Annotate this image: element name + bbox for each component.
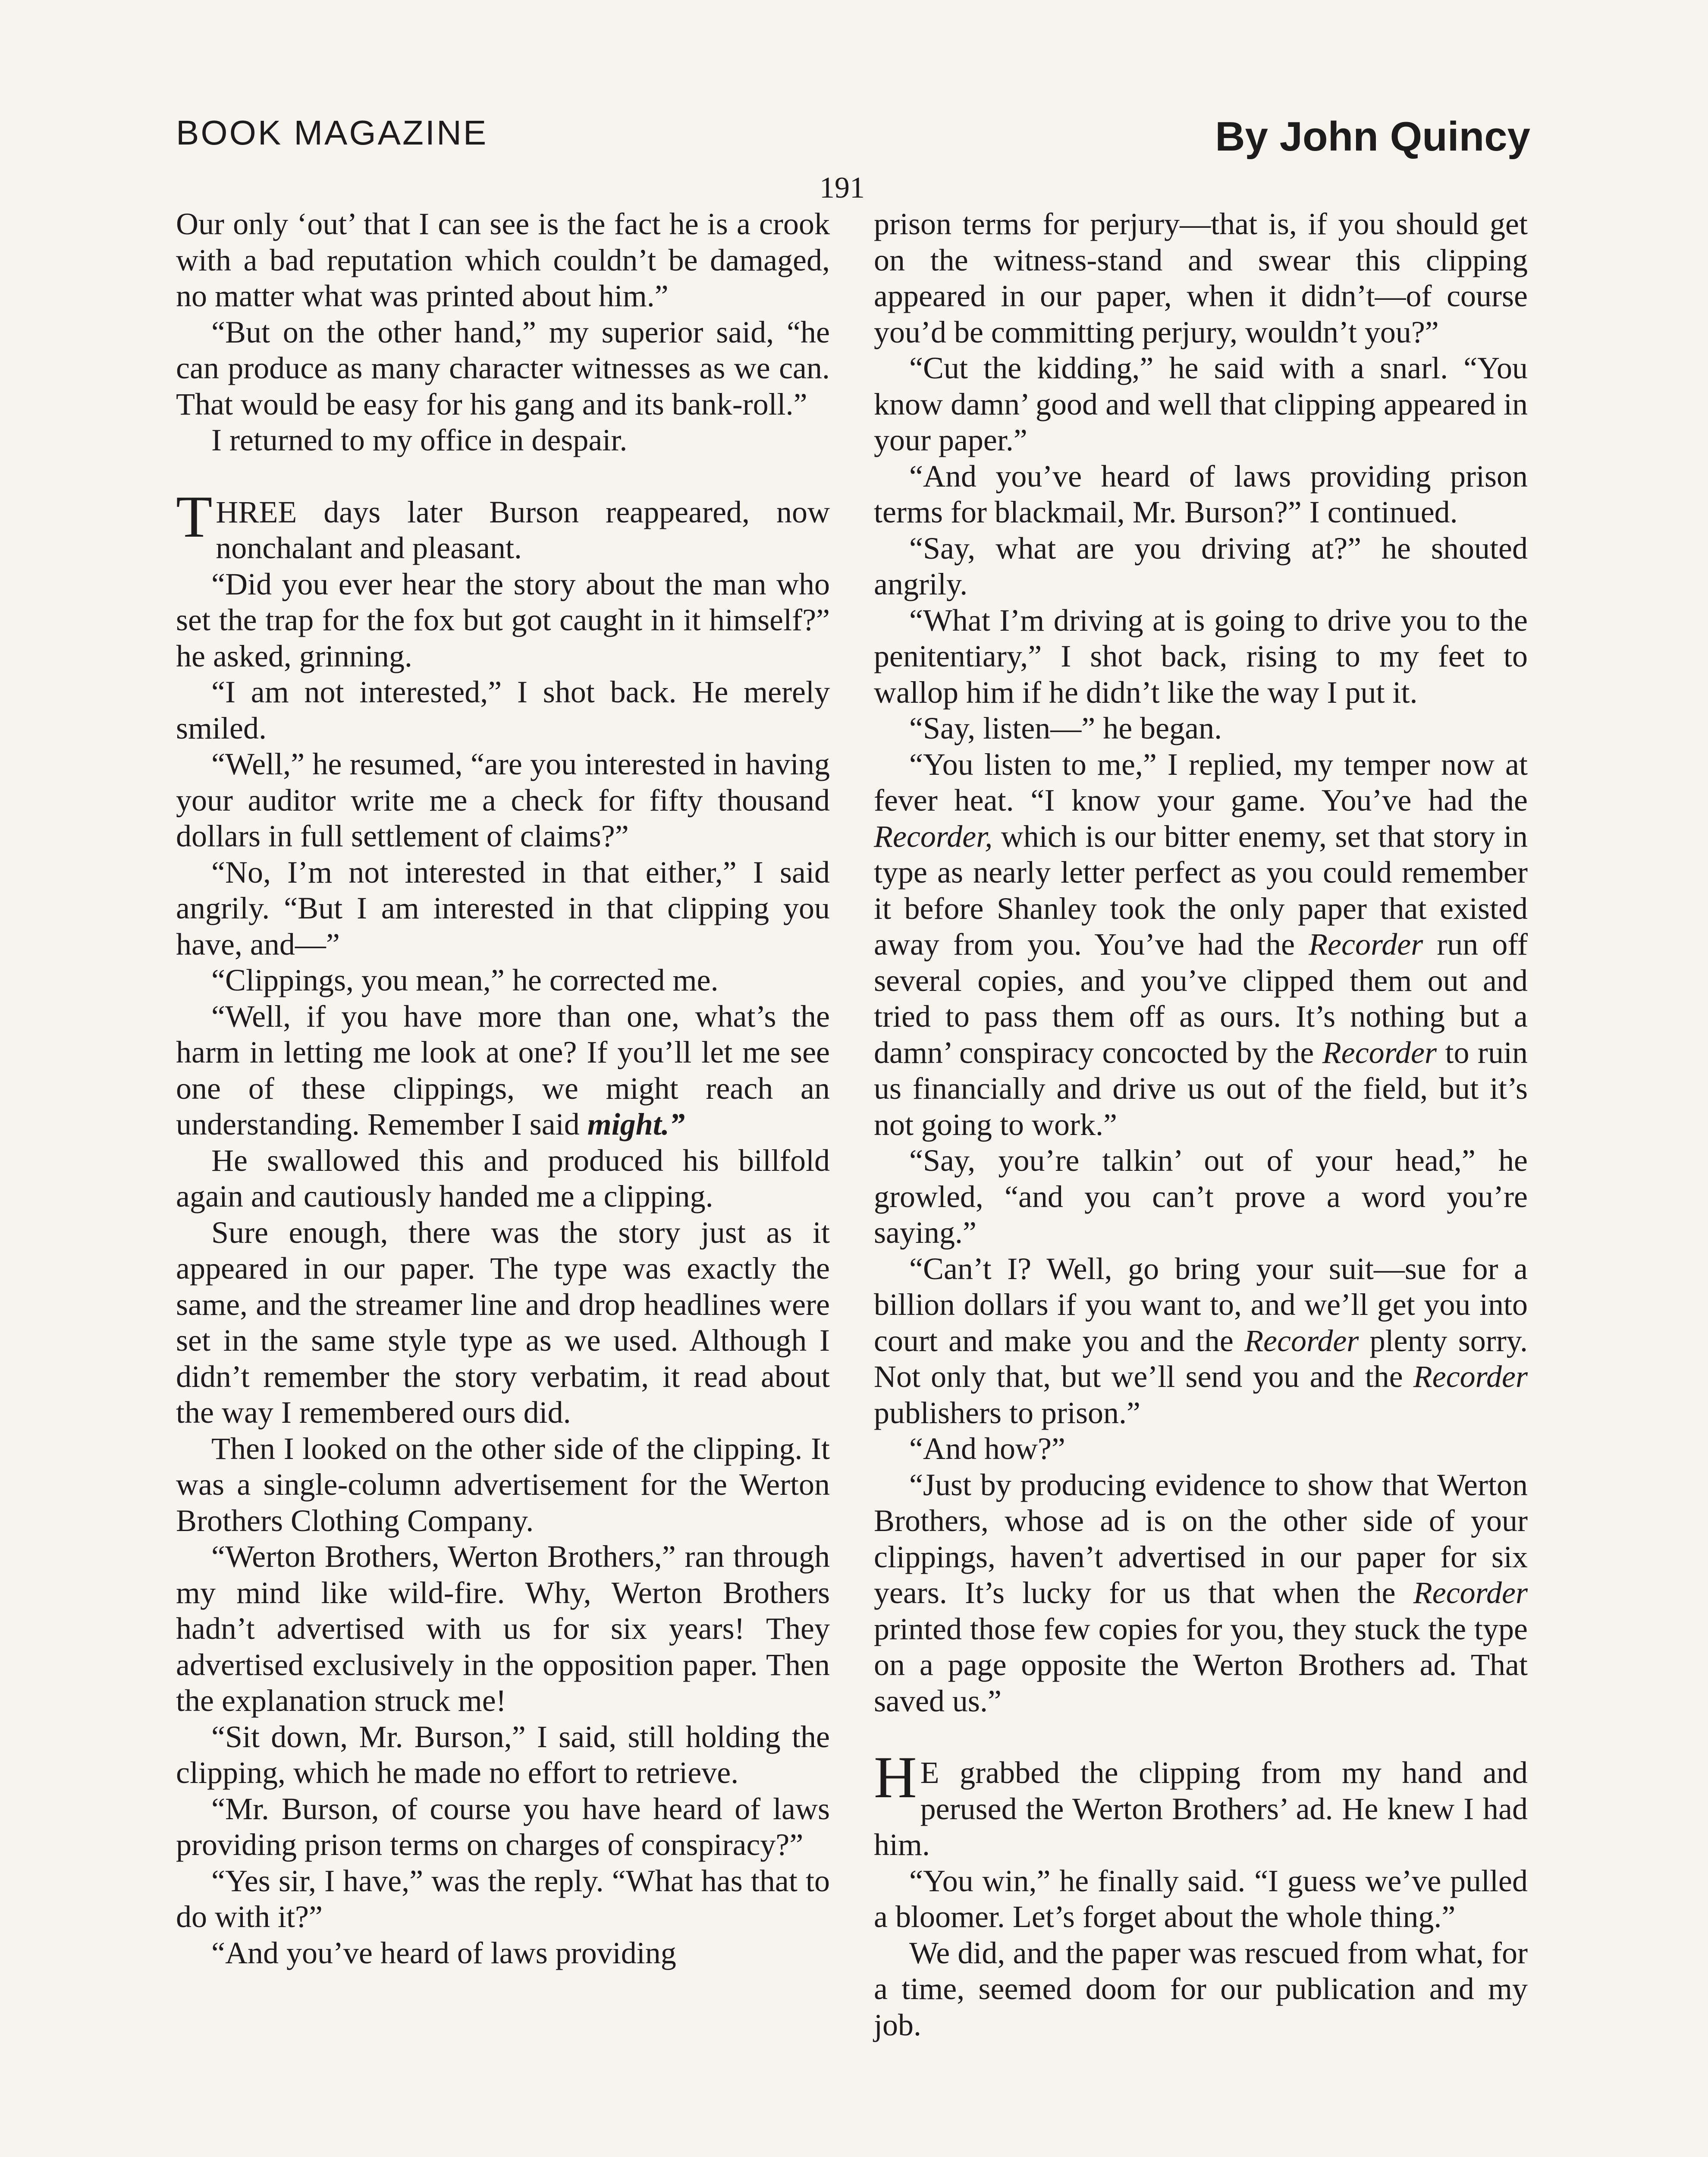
paragraph: Sure enough, there was the story just as it appeared in our paper. The type was exactly the same, and the streamer line and drop headlines were set in the same style type as we used. Although I didn’t remember the story verbatim, it read about the way I remembered ours did.: [176, 1215, 830, 1430]
paragraph: “Just by producing evidence to show that Werton Brothers, whose ad is on the other side of your clippings, haven’t advertised in our paper for six years. It’s lucky for us that when the Recorder printed those few copies for you, they stuck the type on a page opposite the Werton Brothers ad. That saved us.”: [874, 1467, 1528, 1718]
right-column: [874, 206, 1528, 2043]
paragraph: “And you’ve heard of laws providing prison terms for blackmail, Mr. Burson?” I continued.: [874, 459, 1528, 529]
paragraph: “Can’t I? Well, go bring your suit—sue for a billion dollars if you want to, and we’ll get you into court and make you and the Recorder plenty sorry. Not only that, but we’ll send you and the Recorder publishers to prison.”: [874, 1251, 1528, 1430]
left-column: [176, 206, 830, 1971]
paragraph: “Yes sir, I have,” was the reply. “What has that to do with it?”: [176, 1863, 830, 1934]
paragraph: “Clippings, you mean,” he corrected me.: [211, 963, 719, 997]
paragraph: “And you’ve heard of laws providing: [211, 1935, 676, 1970]
paragraph: “I am not interested,” I shot back. He merely smiled.: [176, 675, 830, 745]
paragraph: “Say, you’re talkin’ out of your head,” he growled, “and you can’t prove a word you’re saying.”: [874, 1143, 1528, 1250]
paragraph: “Say, what are you driving at?” he shouted angrily.: [874, 531, 1528, 601]
page-number: 191: [819, 171, 865, 204]
paragraph: “Well,” he resumed, “are you interested in having your auditor write me a check for fifty thousand dollars in full settlement of claims?”: [176, 747, 830, 853]
paragraph: “Cut the kidding,” he said with a snarl. “You know damn’ good and well that clipping appeared in your paper.”: [874, 351, 1528, 457]
paragraph: “Did you ever hear the story about the man who set the trap for the fox but got caught in it himself?” he asked, grinning.: [176, 566, 830, 673]
paragraph: “No, I’m not interested in that either,” I said angrily. “But I am interested in that clipping you have, and—”: [176, 855, 830, 962]
paragraph: “You listen to me,” I replied, my temper now at fever heat. “I know your game. You’ve had the Recorder, which is our bitter enemy, set that story in type as nearly letter perfect as you could remember it before Shanley took the only paper that existed away from you. You’ve had the Recorder run off several copies, and you’ve clipped them out and tried to pass them off as ours. It’s nothing but a damn’ conspiracy concocted by the Recorder to ruin us financially and drive us out of the field, but it’s not going to work.”: [874, 747, 1528, 1142]
paragraph: “Say, listen—” he began.: [909, 711, 1222, 745]
paragraph: “Sit down, Mr. Burson,” I said, still holding the clipping, which he made no effort to retrieve.: [176, 1719, 830, 1790]
drop-cap: T: [176, 483, 213, 550]
magazine-title: BOOK MAGAZINE: [176, 113, 488, 152]
paragraph: We did, and the paper was rescued from what, for a time, seemed doom for our publication and my job.: [874, 1935, 1528, 2042]
section-opening-paragraph: THREE days later Burson reappeared, now nonchalant and pleasant.: [176, 483, 830, 565]
paragraph: “And how?”: [909, 1431, 1065, 1466]
paragraph: “What I’m driving at is going to drive you to the penitentiary,” I shot back, rising to my feet to wallop him if he didn’t like the way I put it.: [874, 603, 1528, 710]
paragraph: Our only ‘out’ that I can see is the fact he is a crook with a bad reputation which couldn’t be damaged, no matter what was printed about him.”: [176, 207, 830, 313]
drop-cap: H: [874, 1744, 917, 1810]
paragraph: “You win,” he finally said. “I guess we’ve pulled a bloomer. Let’s forget about the whole thing.”: [874, 1863, 1528, 1934]
paragraph: “Werton Brothers, Werton Brothers,” ran through my mind like wild-fire. Why, Werton Brothers hadn’t advertised with us for six years! They advertised exclusively in the opposition paper. Then the explanation struck me!: [176, 1539, 830, 1718]
paragraph: Then I looked on the other side of the clipping. It was a single-column advertisement for the Werton Brothers Clothing Company.: [176, 1431, 830, 1538]
paragraph: “But on the other hand,” my superior said, “he can produce as many character witnesses as we can. That would be easy for his gang and its bank-roll.”: [176, 314, 830, 421]
paragraph: He swallowed this and produced his billfold again and cautiously handed me a clipping.: [176, 1143, 830, 1214]
paragraph: prison terms for perjury—that is, if you should get on the witness-stand and swear this clipping appeared in our paper, when it didn’t—of course you’d be committing perjury, wouldn’t you?”: [874, 207, 1528, 349]
paragraph: I returned to my office in despair.: [211, 423, 628, 457]
paragraph: “Mr. Burson, of course you have heard of laws providing prison terms on charges of conspiracy?”: [176, 1791, 830, 1862]
author-byline: By John Quincy: [1215, 113, 1530, 160]
section-opening-paragraph: H E grabbed the clipping from my hand and perused the Werton Brothers’ ad. He knew I had him.: [874, 1744, 1528, 1862]
paragraph: “Well, if you have more than one, what’s the harm in letting me look at one? If you’ll let me see one of these clippings, we might reach an understanding. Remember I said might.”: [176, 999, 830, 1141]
